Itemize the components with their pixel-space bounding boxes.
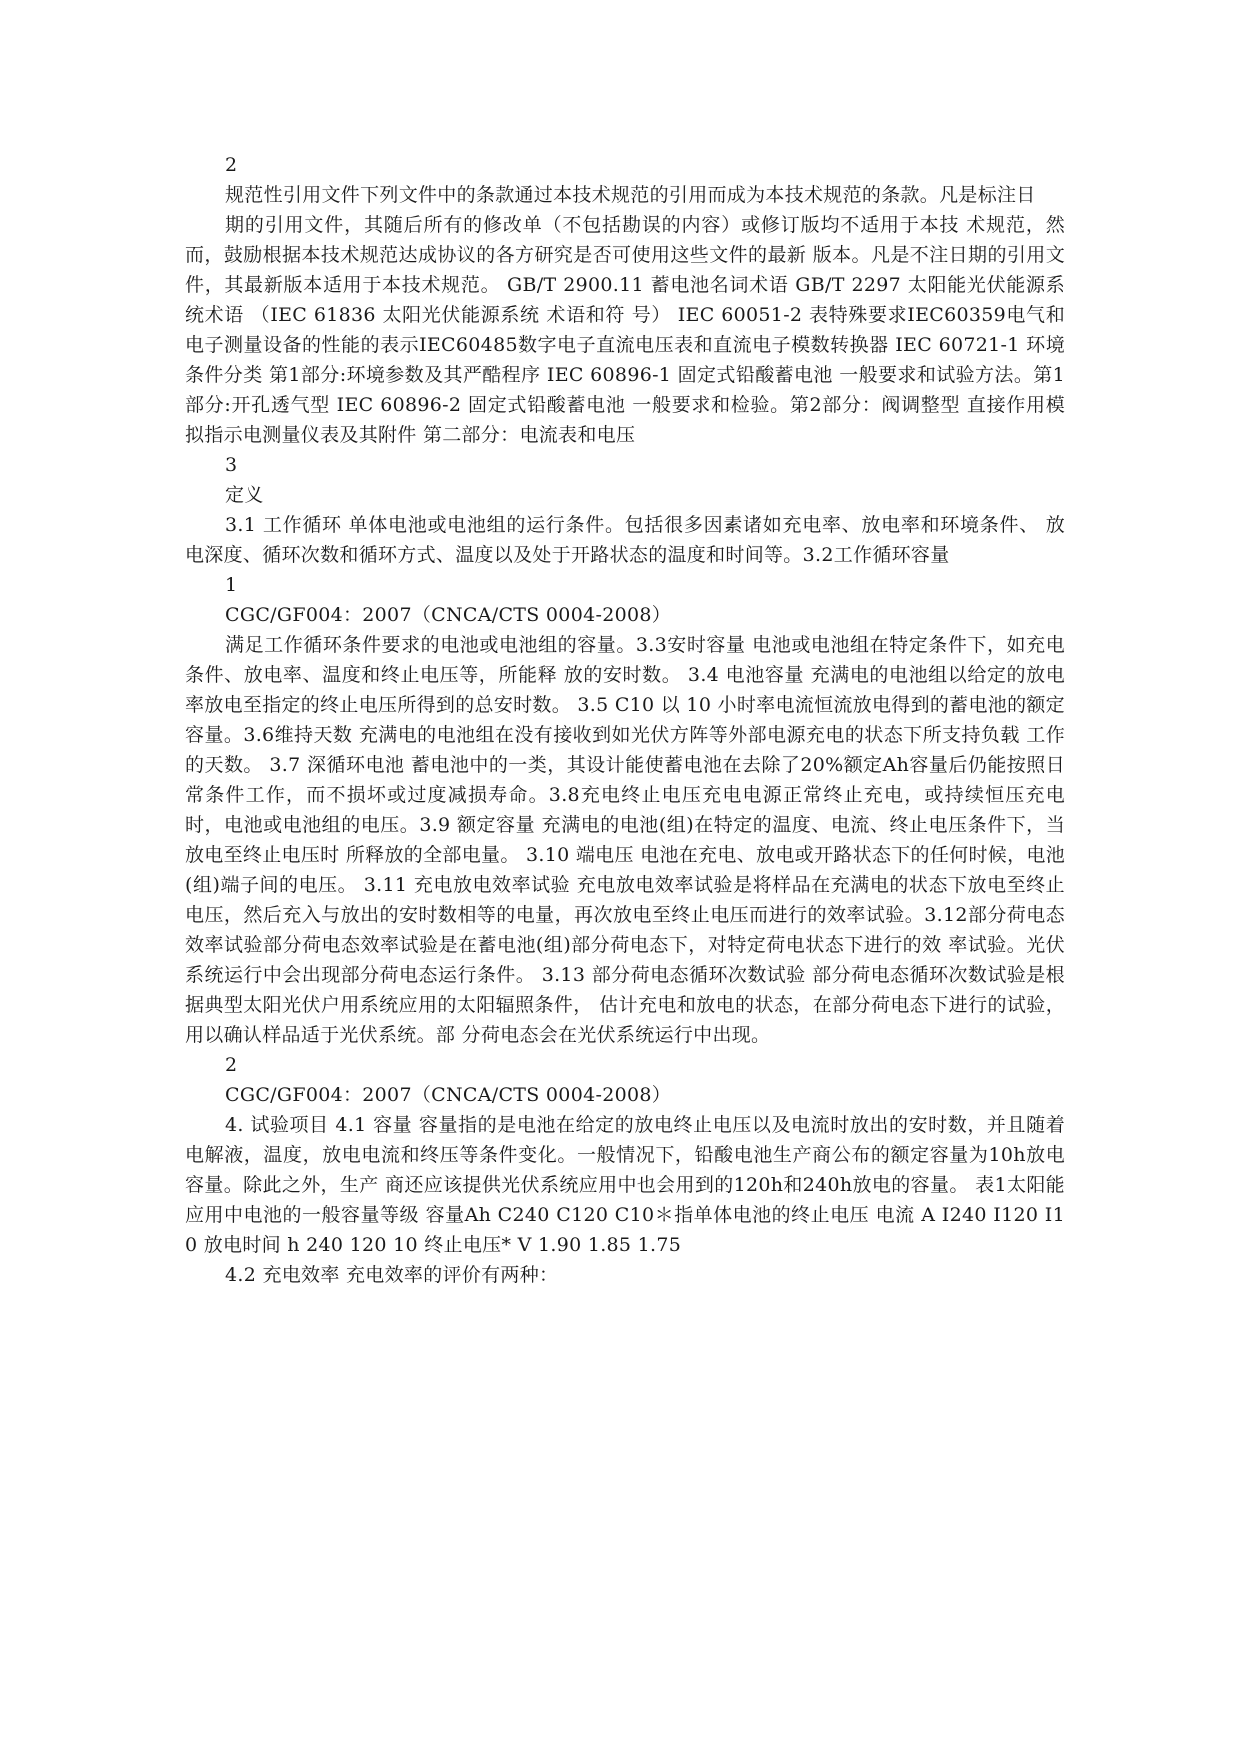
paragraph-charge-efficiency: 4.2 充电效率 充电效率的评价有两种： (225, 1264, 559, 1286)
section-number: 3 (225, 454, 238, 476)
document-code: CGC/GF004：2007（CNCA/CTS 0004-2008） (225, 1084, 672, 1106)
page-number: 2 (225, 154, 238, 176)
document-code: CGC/GF004：2007（CNCA/CTS 0004-2008） (225, 604, 672, 626)
paragraph-definitions-3-3-to-3-13: 满足工作循环条件要求的电池或电池组的容量。3.3安时容量 电池或电池组在特定条件下，如充电条件、放电率、温度和终止电压等，所能释 放的安时数。 3.4 电池容量 充满电的电池组以给定的放电率放电至指定的终止电压所得到的总安时数。 3.5 C10 以 10 小时率电流恒流放电得到的蓄电池的额定容量。3.6维持天数 充满电的电池组在没有接收到如光伏方阵等外部电源充电的状态下所支持负载 工作的天数。 3.7 深循环电池 蓄电池中的一类，其设计能使蓄电池在去除了20%额定Ah容量后仍能按照日常条件工作，而不损坏或过度减损寿命。3.8充电终止电压充电电源正常终止充电，或持续恒压充电时，电池或电池组的电压。3.9 额定容量 充满电的电池(组)在特定的温度、电流、终止电压条件下，当放电至终止电压时 所释放的全部电量。 3.10 端电压 电池在充电、放电或开路状态下的任何时候，电池(组)端子间的电压。 3.11 充电放电效率试验 充电放电效率试验是将样品在充满电的状态下放电至终止电压，然后充入与放出的安时数相等的电量，再次放电至终止电压而进行的效率试验。3.12部分荷电态效率试验部分荷电态效率试验是在蓄电池(组)部分荷电态下，对特定荷电状态下进行的效 率试验。光伏系统运行中会出现部分荷电态运行条件。 3.13 部分荷电态循环次数试验 部分荷电态循环次数试验是根据典型太阳光伏户用系统应用的太阳辐照条件， 估计充电和放电的状态，在部分荷电态下进行的试验，用以确认样品适于光伏系统。部 分荷电态会在光伏系统运行中出现。 (185, 634, 1065, 1046)
page-number: 2 (225, 1054, 238, 1076)
document-body (185, 150, 1065, 1290)
paragraph-test-items-capacity: 4. 试验项目 4.1 容量 容量指的是电池在给定的放电终止电压以及电流时放出的安时数，并且随着电解液，温度，放电电流和终压等条件变化。一般情况下，铅酸电池生产商公布的额定容量为10h放电容量。除此之外，生产 商还应该提供光伏系统应用中也会用到的120h和240h放电的容量。 表1太阳能应用中电池的一般容量等级 容量Ah C240 C120 C10＊指单体电池的终止电压 电流 A I240 I120 I10 放电时间 h 240 120 10 终止电压* V 1.90 1.85 1.75 (185, 1114, 1065, 1256)
section-heading-definitions: 定义 (225, 484, 264, 506)
paragraph-normative-references: 规范性引用文件下列文件中的条款通过本技术规范的引用而成为本技术规范的条款。凡是标注日 (225, 184, 1036, 206)
page-number: 1 (225, 574, 238, 596)
paragraph-referenced-documents: 期的引用文件，其随后所有的修改单（不包括勘误的内容）或修订版均不适用于本技 术规范，然而，鼓励根据本技术规范达成协议的各方研究是否可使用这些文件的最新 版本。凡是不注日期的引用文件，其最新版本适用于本技术规范。 GB/T 2900.11 蓄电池名词术语 GB/T 2297 太阳能光伏能源系统术语 （IEC 61836 太阳光伏能源系统 术语和符 号） IEC 60051-2 表特殊要求IEC60359电气和电子测量设备的性能的表示IEC60485数字电子直流电压表和直流电子模数转换器 IEC 60721-1 环境条件分类 第1部分:环境参数及其严酷程序 IEC 60896-1 固定式铅酸蓄电池 一般要求和试验方法。第1部分:开孔透气型 IEC 60896-2 固定式铅酸蓄电池 一般要求和检验。第2部分：阀调整型 直接作用模拟指示电测量仪表及其附件 第二部分：电流表和电压 (185, 214, 1065, 446)
paragraph-definition-3-1: 3.1 工作循环 单体电池或电池组的运行条件。包括很多因素诸如充电率、放电率和环境条件、 放电深度、循环次数和循环方式、温度以及处于开路状态的温度和时间等。3.2工作循环容量 (185, 514, 1065, 566)
